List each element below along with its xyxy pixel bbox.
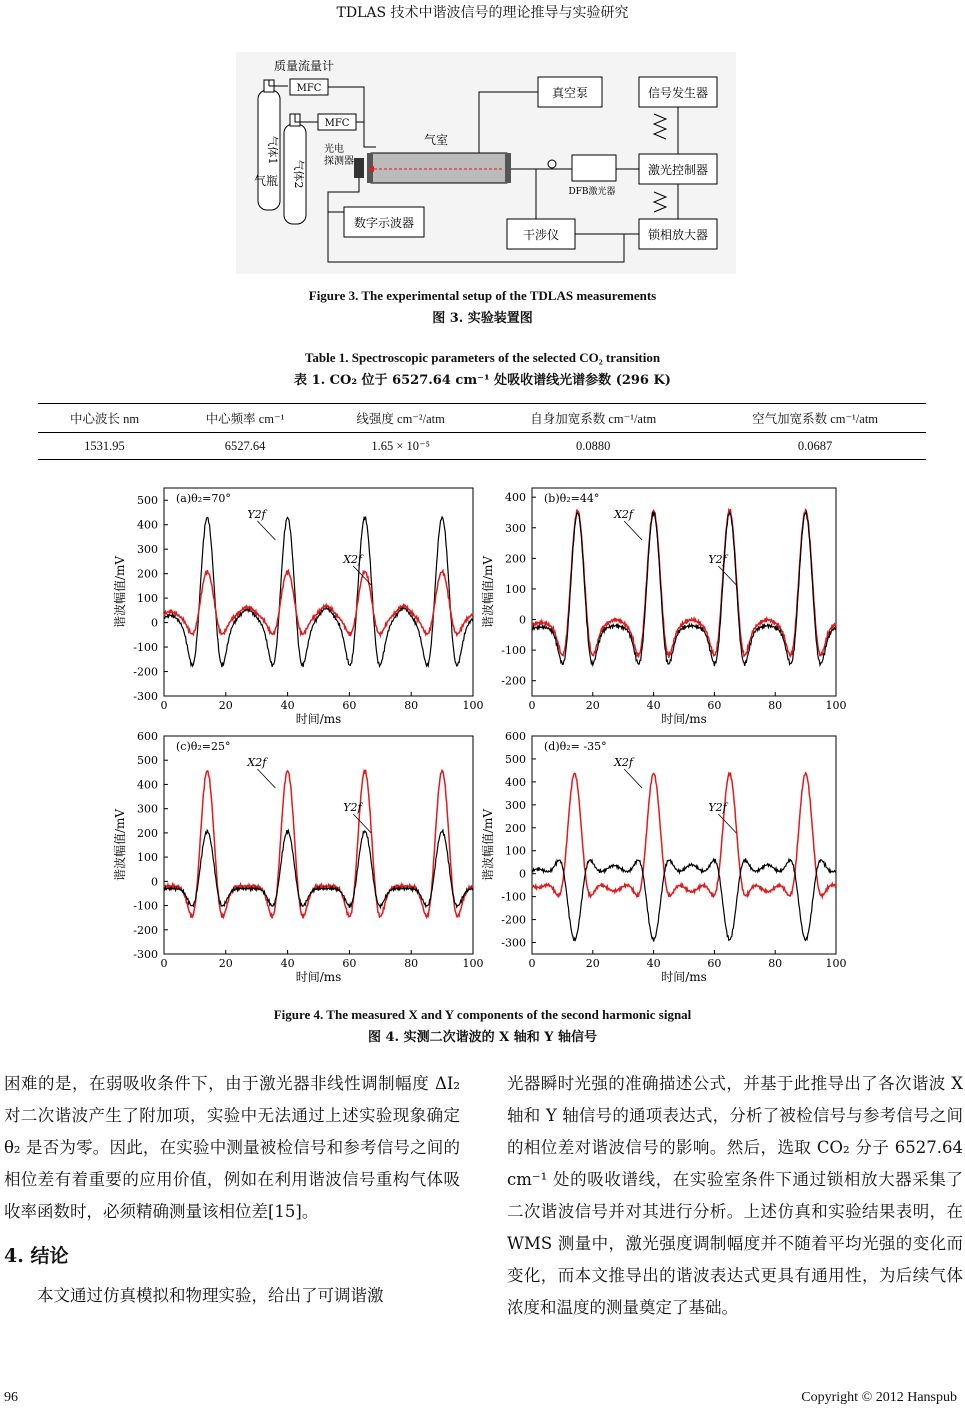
y-tick-label: -200 xyxy=(133,665,158,679)
x-tick-label: 80 xyxy=(404,699,419,712)
annotation-arrow xyxy=(624,521,642,540)
y-tick-label: 500 xyxy=(137,494,158,508)
x-tick-label: 80 xyxy=(768,699,783,712)
annotation-arrow xyxy=(624,769,642,788)
series-line-y2f xyxy=(532,512,836,666)
x-tick-label: 0 xyxy=(160,957,168,970)
svg-text:真空泵: 真空泵 xyxy=(551,86,589,100)
y-tick-label: -200 xyxy=(501,674,526,688)
x-tick-label: 100 xyxy=(462,699,484,712)
table-cell: 1.65 × 10⁻⁵ xyxy=(371,439,430,453)
annotation-label: X2f xyxy=(343,553,363,566)
series-line-y2f xyxy=(532,858,836,941)
spectroscopic-parameters-table xyxy=(38,403,926,460)
x-tick-label: 0 xyxy=(528,957,536,970)
svg-text:MFC: MFC xyxy=(296,83,322,94)
y-tick-label: 500 xyxy=(505,752,526,766)
y-tick-label: 200 xyxy=(505,821,526,835)
y-axis-label: 谐波幅值/mV xyxy=(481,555,495,629)
gas1-label: 气体1 xyxy=(266,135,279,165)
figure4-caption-zh: 图 4. 实测二次谐波的 X 轴和 Y 轴信号 xyxy=(367,1030,598,1045)
panel-label: (c)θ₂=25° xyxy=(176,740,231,753)
x-tick-label: 60 xyxy=(342,957,357,970)
series-line-x2f xyxy=(532,509,836,658)
y-tick-label: -200 xyxy=(133,923,158,937)
chart-panel-a xyxy=(112,480,487,732)
svg-text:信号发生器: 信号发生器 xyxy=(647,86,709,100)
chart-panel-c xyxy=(112,728,487,990)
x-tick-label: 100 xyxy=(462,957,484,970)
y-tick-label: -300 xyxy=(133,690,158,703)
svg-text:激光控制器: 激光控制器 xyxy=(647,163,709,177)
svg-text:MFC: MFC xyxy=(324,118,350,129)
left-column xyxy=(4,1068,460,1312)
y-tick-label: 200 xyxy=(137,567,158,581)
table-header-cell: 空气加宽系数 cm⁻¹/atm xyxy=(752,412,879,426)
svg-text:数字示波器: 数字示波器 xyxy=(353,216,415,230)
y-axis-label: 谐波幅值/mV xyxy=(113,808,127,882)
y-tick-label: -300 xyxy=(501,936,526,950)
y-tick-label: 100 xyxy=(137,851,158,865)
plot-frame xyxy=(532,736,836,954)
setup-diagram xyxy=(236,52,736,274)
y-tick-label: -100 xyxy=(133,641,158,655)
x-tick-label: 40 xyxy=(646,957,661,970)
y-tick-label: 300 xyxy=(137,543,158,557)
x-tick-label: 100 xyxy=(825,699,847,712)
y-tick-label: 400 xyxy=(137,518,158,532)
series-line-y2f xyxy=(164,517,473,668)
page-number: 96 xyxy=(4,1390,18,1405)
y-tick-label: 300 xyxy=(505,798,526,812)
y-tick-label: 500 xyxy=(137,754,158,768)
left-paragraph: 困难的是，在弱吸收条件下，由于激光器非线性调制幅度 ΔI₂ 对二次谐波产生了附加项，实验中无法通过上述实验现象确定 θ₂ 是否为零。因此，在实验中测量被检信号和参考信号之间的相位差有着重要的应用价值，例如在利用谐波信号重构气体吸收率函数时，必须精确测量该相位差[15]。 xyxy=(4,1074,460,1221)
table-header-cell: 线强度 cm⁻²/atm xyxy=(356,412,445,426)
x-tick-label: 20 xyxy=(218,957,233,970)
annotation-arrow xyxy=(353,814,371,833)
x-tick-label: 0 xyxy=(160,699,168,712)
annotation-label: Y2f xyxy=(708,801,727,814)
y-tick-label: 200 xyxy=(137,826,158,840)
svg-text:干涉仪: 干涉仪 xyxy=(522,228,560,242)
y-tick-label: 0 xyxy=(519,867,526,881)
section-title: 4. 结论 xyxy=(4,1245,69,1267)
chart-panel-d xyxy=(480,728,850,990)
x-tick-label: 100 xyxy=(825,957,847,970)
table-header-cell: 中心频率 cm⁻¹ xyxy=(205,412,285,426)
table-cell: 0.0687 xyxy=(797,438,833,453)
x-tick-label: 0 xyxy=(528,699,536,712)
svg-text:DFB激光器: DFB激光器 xyxy=(568,187,616,197)
table1-caption-zh: 表 1. CO₂ 位于 6527.64 cm⁻¹ 处吸收谱线光谱参数 (296 K) xyxy=(294,373,671,388)
table-row xyxy=(38,433,926,460)
copyright: Copyright © 2012 Hanspub xyxy=(801,1390,957,1405)
y-tick-label: 400 xyxy=(137,778,158,792)
y-tick-label: 0 xyxy=(151,616,158,630)
y-tick-label: -200 xyxy=(501,913,526,927)
cylinder-label: 气瓶 xyxy=(254,174,279,188)
annotation-label: X2f xyxy=(614,756,633,769)
gas-cell-label: 气室 xyxy=(424,133,449,147)
y-tick-label: -100 xyxy=(133,899,158,913)
x-tick-label: 20 xyxy=(218,699,233,712)
right-column xyxy=(507,1068,963,1324)
gas2-label: 气体2 xyxy=(292,159,305,189)
x-axis-label: 时间/ms xyxy=(661,970,707,984)
svg-text:锁相放大器: 锁相放大器 xyxy=(647,228,709,242)
y-tick-label: 400 xyxy=(505,491,526,505)
right-paragraph: 光器瞬时光强的准确描述公式，并基于此推导出了各次谐波 X 轴和 Y 轴信号的通项表达式，分析了被检信号与参考信号之间的相位差对谐波信号的影响。然后，选取 CO₂ 分子 6527.64 cm⁻¹ 处的吸收谱线，在实验室条件下通过锁相放大器采集了二次谐波信号并对其进行分析。上述仿真和实验结果表明，在 WMS 测量中，激光强度调制幅度并不随着平均光强的变化而变化，而本文推导出的谐波表达式更具有通用性，为后续气体浓度和温度的测量奠定了基础。 xyxy=(507,1074,963,1317)
running-header: TDLAS 技术中谐波信号的理论推导与实验研究 xyxy=(336,5,629,21)
x-tick-label: 40 xyxy=(646,699,661,712)
plot-frame xyxy=(164,736,473,954)
y-tick-label: -100 xyxy=(501,890,526,904)
y-tick-label: 300 xyxy=(137,802,158,816)
y-tick-label: 600 xyxy=(137,730,158,743)
y-tick-label: 300 xyxy=(505,521,526,535)
chart-panel-b xyxy=(480,480,850,732)
x-tick-label: 80 xyxy=(404,957,419,970)
left-paragraph-2: 本文通过仿真模拟和物理实验，给出了可调谐激 xyxy=(37,1286,384,1305)
table-header-row xyxy=(38,404,926,433)
y-axis-label: 谐波幅值/mV xyxy=(113,555,127,629)
y-tick-label: 100 xyxy=(137,592,158,606)
annotation-arrow xyxy=(718,566,736,585)
series-line-x2f xyxy=(164,570,473,636)
table-header-cell: 自身加宽系数 cm⁻¹/atm xyxy=(530,412,657,426)
annotation-arrow xyxy=(257,521,275,540)
y-tick-label: 400 xyxy=(505,775,526,789)
gas-cell xyxy=(371,153,507,183)
table-cell: 0.0880 xyxy=(576,438,611,453)
x-axis-label: 时间/ms xyxy=(295,712,342,726)
mass-flow-meter-label: 质量流量计 xyxy=(274,59,335,73)
dfb-laser xyxy=(572,155,616,181)
series-line-x2f xyxy=(532,773,836,898)
annotation-label: Y2f xyxy=(708,553,727,566)
y-axis-label: 谐波幅值/mV xyxy=(481,808,495,882)
annotation-label: X2f xyxy=(614,508,633,521)
y-tick-label: -100 xyxy=(501,644,526,658)
y-tick-label: 0 xyxy=(519,613,526,627)
svg-text:光电探测器: 光电探测器 xyxy=(324,144,354,167)
y-tick-label: 0 xyxy=(151,875,158,889)
y-tick-label: 600 xyxy=(505,730,526,743)
figure3-caption-en: Figure 3. The experimental setup of the TDLAS measurements xyxy=(308,288,657,303)
y-tick-label: -300 xyxy=(133,948,158,961)
annotation-label: Y2f xyxy=(247,508,266,521)
annotation-arrow xyxy=(718,814,736,833)
annotation-label: Y2f xyxy=(343,801,362,814)
table-cell: 1531.95 xyxy=(84,438,125,453)
y-tick-label: 100 xyxy=(505,844,526,858)
x-tick-label: 60 xyxy=(707,699,722,712)
panel-label: (a)θ₂=70° xyxy=(176,492,231,505)
plot-frame xyxy=(532,488,836,696)
y-tick-label: 200 xyxy=(505,552,526,566)
series-line-x2f xyxy=(164,770,473,919)
table-header-cell: 中心波长 nm xyxy=(69,412,140,426)
panel-label: (b)θ₂=44° xyxy=(544,492,600,505)
y-tick-label: 100 xyxy=(505,582,526,596)
figure3-caption-zh: 图 3. 实验装置图 xyxy=(432,311,533,326)
panel-label: (d)θ₂= -35° xyxy=(544,740,607,753)
x-tick-label: 20 xyxy=(585,699,600,712)
x-tick-label: 80 xyxy=(768,957,783,970)
photo-detector xyxy=(354,158,364,178)
table-body xyxy=(38,433,926,460)
x-tick-label: 60 xyxy=(707,957,722,970)
annotation-label: X2f xyxy=(247,756,267,769)
table1-caption-en: Table 1. Spectroscopic parameters of the selected CO₂ transition xyxy=(304,350,661,365)
x-tick-label: 40 xyxy=(280,699,295,712)
x-axis-label: 时间/ms xyxy=(661,712,707,726)
annotation-arrow xyxy=(257,769,275,788)
x-tick-label: 60 xyxy=(342,699,357,712)
x-tick-label: 40 xyxy=(280,957,295,970)
x-tick-label: 20 xyxy=(585,957,600,970)
figure4-caption-en: Figure 4. The measured X and Y components of the second harmonic signal xyxy=(273,1007,692,1022)
x-axis-label: 时间/ms xyxy=(295,970,342,984)
series-line-y2f xyxy=(164,830,473,908)
table-cell: 6527.64 xyxy=(224,438,266,453)
